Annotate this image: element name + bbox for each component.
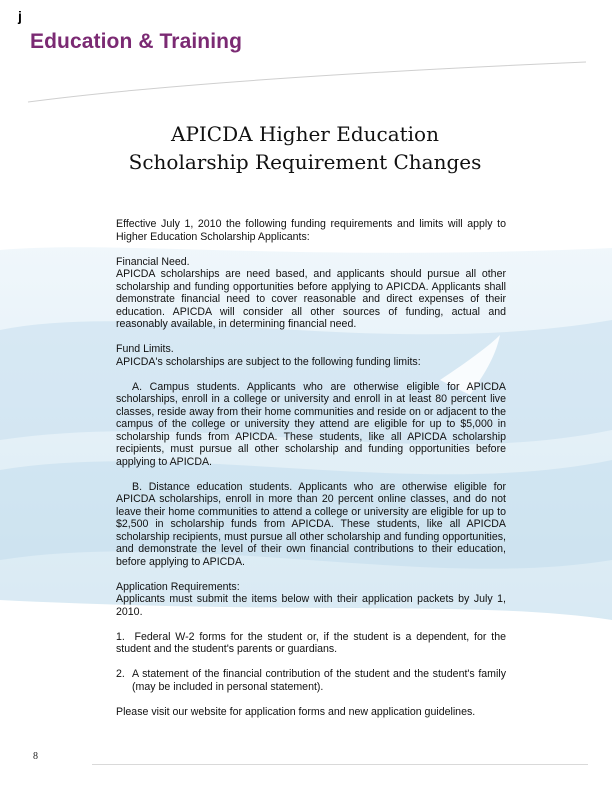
list-item-number: 1.: [116, 630, 125, 643]
application-requirements-body: Applicants must submit the items below with their application packets by July 1, 2010.: [116, 593, 506, 618]
application-requirements-heading: Application Requirements:: [116, 580, 240, 593]
document-title: [100, 120, 510, 176]
financial-need-heading: Financial Need.: [116, 255, 190, 268]
closing-paragraph: Please visit our website for application forms and new application guidelines.: [116, 705, 476, 718]
title-line-2: Scholarship Requirement Changes: [128, 150, 482, 174]
campus-students-paragraph: A. Campus students. Applicants who are otherwise eligible for APICDA scholarships, enroll in a college or university and enroll in at least 80 percent live classes, reside away from their home communities and reside on or adjacent to the campus of the college or university they attend are eligible for up to $5,000 in scholarship funds from APICDA. These students, like all APICDA scholarship recipients, must pursue all other scholarship and funding opportunities before applying to APICDA.: [116, 380, 506, 468]
financial-need-body: APICDA scholarships are need based, and applicants should pursue all other scholarship and funding opportunities before applying to APICDA. Applicants shall demonstrate financial need to cover reasonable and direct expenses of their education. APICDA will consider all other sources of funding, actual and reasonably available, in determining financial need.: [116, 268, 506, 330]
list-item-number: 2.: [116, 668, 125, 680]
document-body: [116, 218, 506, 731]
corner-mark: j: [18, 8, 22, 24]
list-item: [116, 631, 506, 656]
section-title: Education & Training: [30, 30, 243, 53]
fund-limits-body: APICDA's scholarships are subject to the following funding limits:: [116, 355, 421, 368]
footer-divider: [92, 764, 588, 765]
intro-paragraph: Effective July 1, 2010 the following funding requirements and limits will apply to Higher Education Scholarship Applicants:: [116, 218, 506, 243]
list-item-text: Federal W-2 forms for the student or, if the student is a dependent, for the student and the student's parents or guardians.: [116, 630, 506, 655]
fund-limits-heading: Fund Limits.: [116, 343, 174, 355]
title-line-1: APICDA Higher Education: [171, 122, 439, 146]
list-item: [116, 668, 506, 693]
list-item-text: A statement of the financial contribution of the student and the student's family (may be included in personal statement).: [132, 668, 506, 693]
page-number: 8: [33, 751, 38, 762]
distance-students-paragraph: B. Distance education students. Applicants who are otherwise eligible for APICDA scholarships, enroll in more than 20 percent online classes, and do not leave their home communities to attend a college or university are eligible for up to $2,500 in scholarship funds from APICDA. These students, like all APICDA scholarship recipients, must pursue all other scholarship and funding opportunities, and demonstrate the level of their own financial contributions to their education, before applying to APICDA.: [116, 480, 506, 568]
